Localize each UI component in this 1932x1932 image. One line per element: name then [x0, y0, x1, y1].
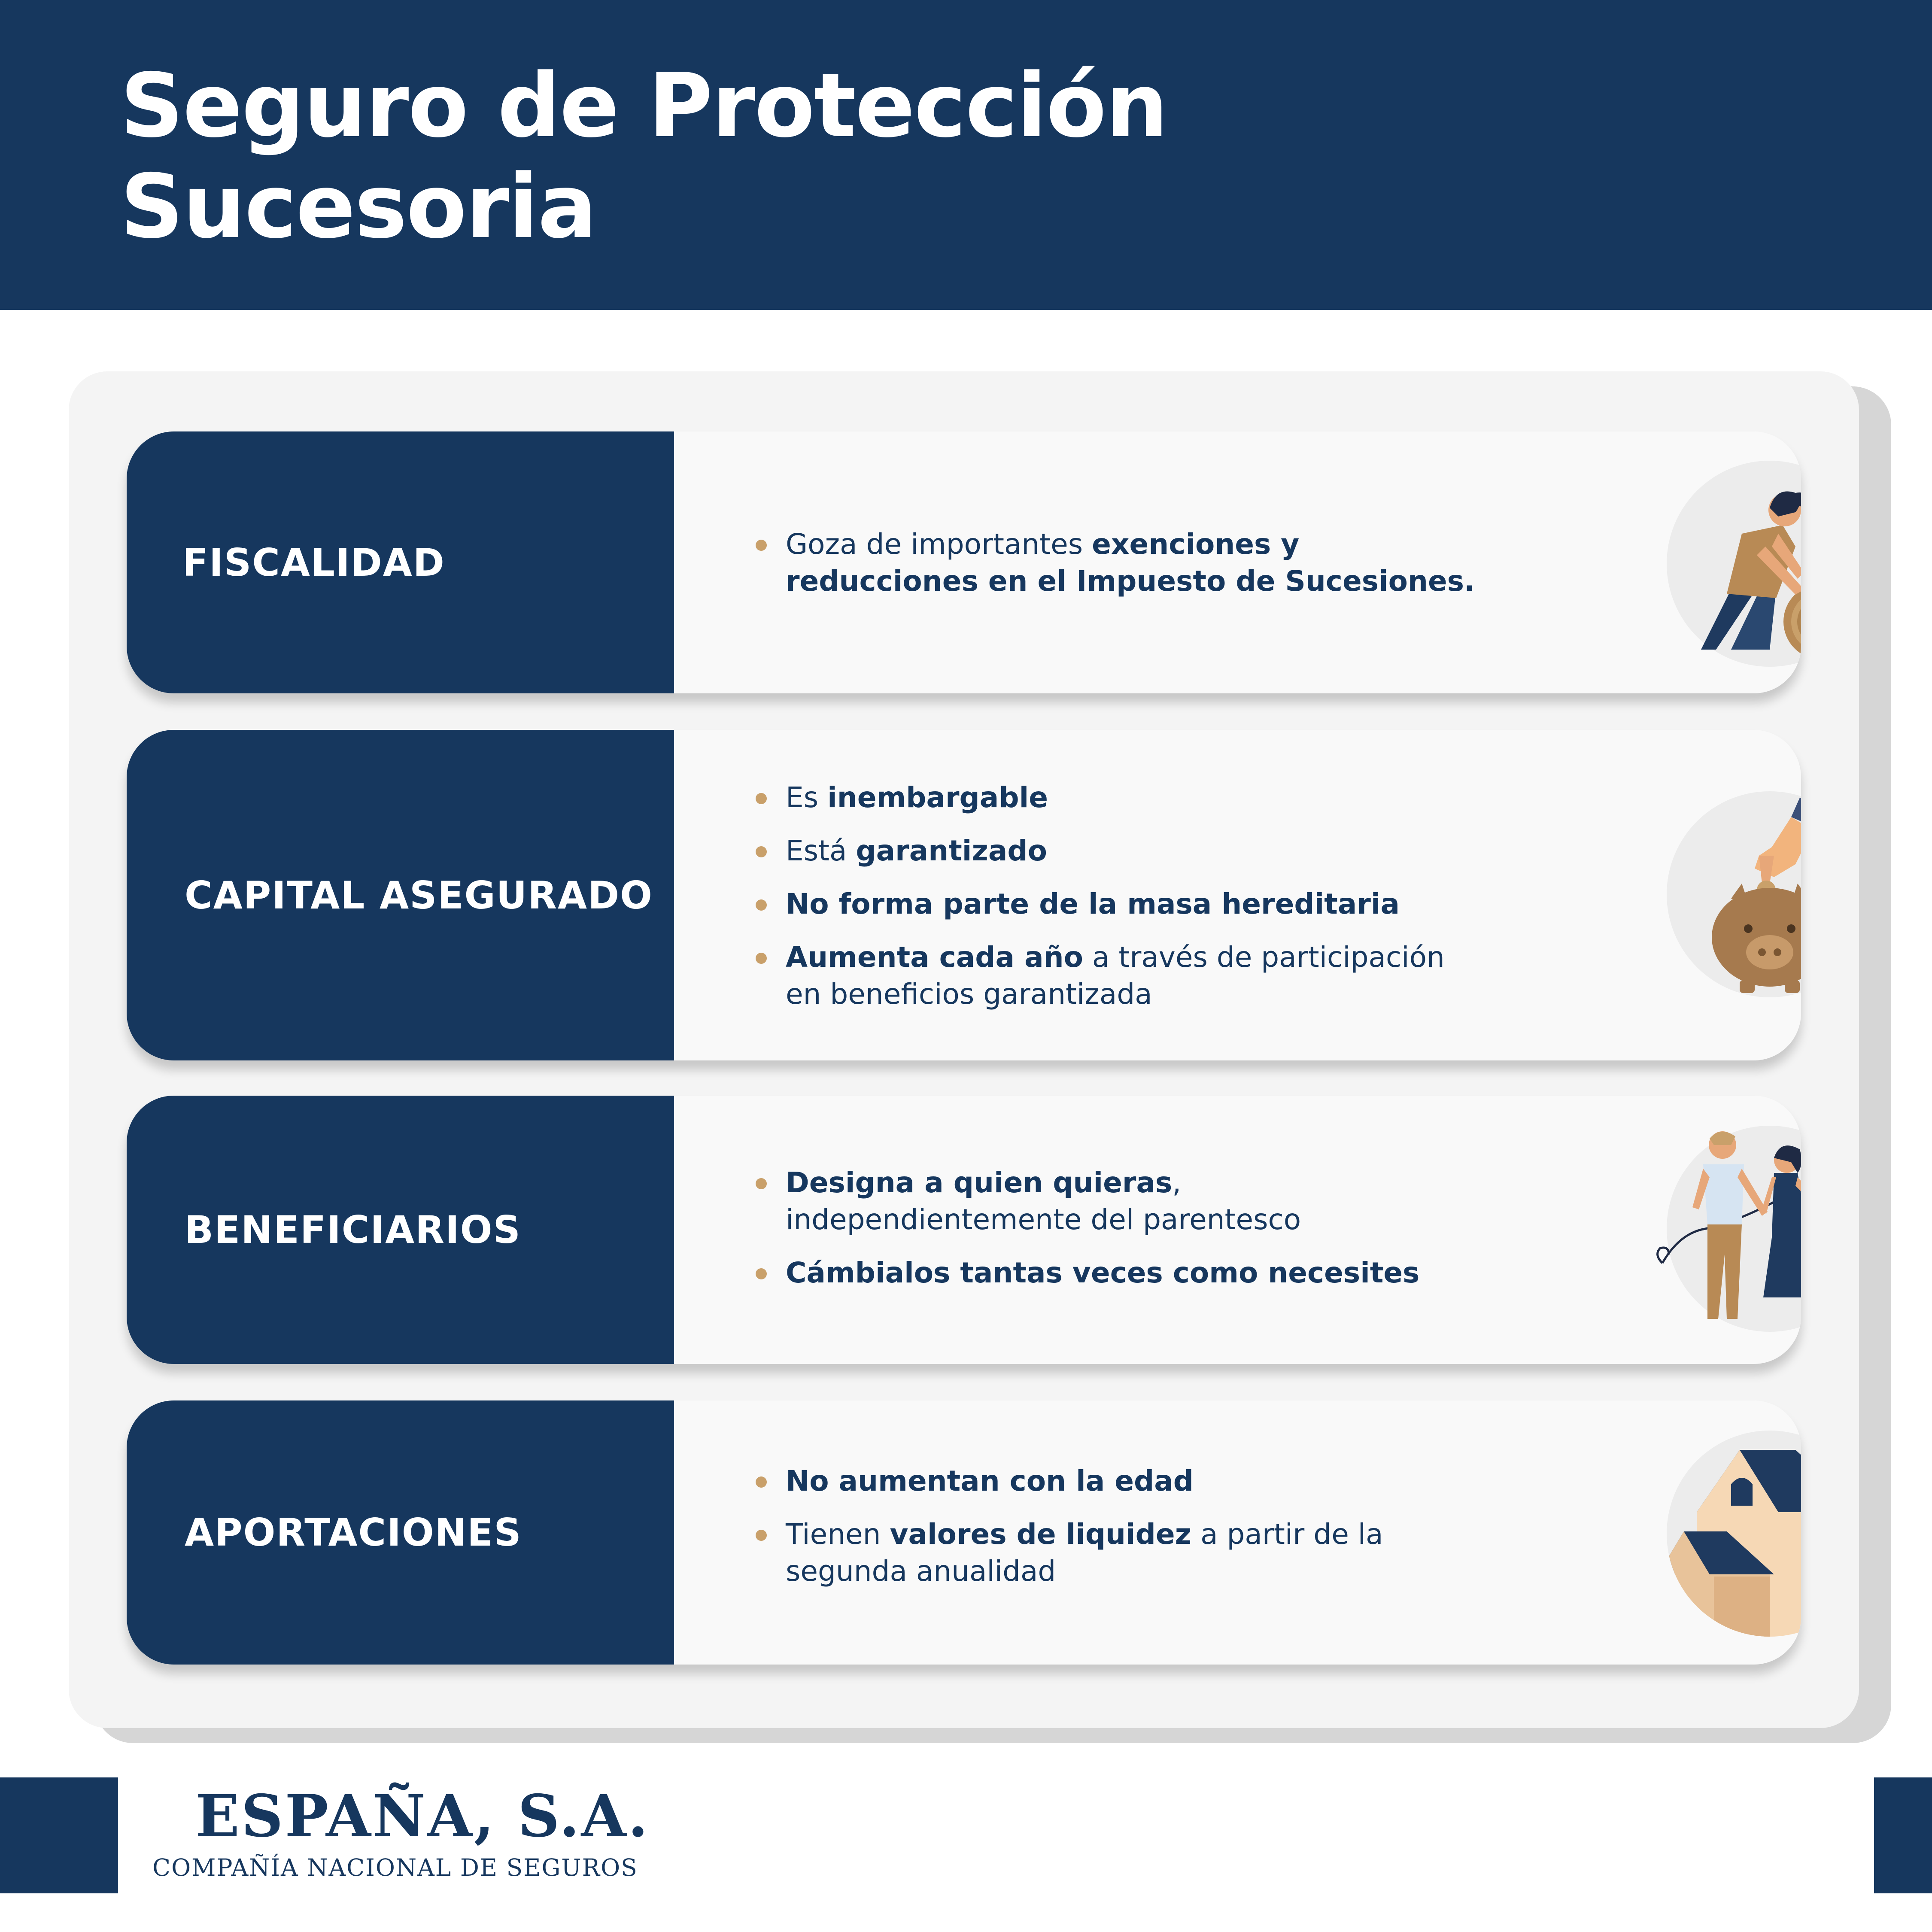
- bullet-item: [756, 886, 1485, 923]
- bullet-list: [756, 1164, 1485, 1308]
- card-label: CAPITAL ASEGURADO: [185, 873, 653, 917]
- card-content: [674, 730, 1801, 1060]
- page-title-line-2: Sucesoria: [120, 156, 596, 258]
- bullet-text: a partir de la segunda anualidad: [786, 1518, 1383, 1588]
- card-content: [674, 1400, 1801, 1665]
- hand-piggy-bank-icon: [1667, 791, 1801, 997]
- card-capital-asegurado: [127, 730, 1801, 1060]
- brand-logo-name: ESPAÑA, S.A.: [195, 1782, 650, 1850]
- bullet-text: Es: [786, 781, 828, 814]
- bullet-text-bold: No aumentan con la edad: [786, 1464, 1194, 1498]
- card-aportaciones: [127, 1400, 1801, 1665]
- card-label-block: [127, 1096, 674, 1364]
- bullet-text: Tienen: [786, 1518, 890, 1551]
- footer-left-accent: [0, 1777, 118, 1893]
- bullet-text-bold: No forma parte de la masa hereditaria: [786, 887, 1400, 920]
- bullet-text: a través de participación en beneficios garantizada: [786, 941, 1445, 1011]
- bullet-text-bold: garantizado: [856, 834, 1047, 867]
- card-beneficiarios: [127, 1096, 1801, 1364]
- bullet-text-bold: valores de liquidez: [890, 1518, 1192, 1551]
- bullet-item: [756, 939, 1485, 1013]
- card-label-block: [127, 431, 674, 693]
- header-banner: [0, 0, 1932, 310]
- bullet-text-bold: inembargable: [827, 781, 1048, 814]
- bullet-text-bold: Designa a quien quieras: [786, 1166, 1173, 1199]
- bullet-text: , independientemente del parentesco: [786, 1166, 1301, 1236]
- bullet-text: Está: [786, 834, 856, 867]
- houses-icon: [1667, 1431, 1801, 1637]
- card-fiscalidad: [127, 431, 1801, 693]
- bullet-item: [756, 832, 1485, 869]
- family-kite-icon: [1667, 1126, 1801, 1332]
- woman-rolling-coin-icon: [1667, 461, 1801, 667]
- bullet-list: [756, 526, 1485, 616]
- bullet-text-bold: Aumenta cada año: [786, 941, 1083, 974]
- footer-right-accent: [1874, 1777, 1932, 1893]
- bullet-text-bold: exenciones y reducciones en el Impuesto de Sucesiones.: [786, 528, 1475, 598]
- card-label: BENEFICIARIOS: [185, 1208, 521, 1252]
- bullet-item: [756, 1463, 1485, 1500]
- bullet-item: [756, 526, 1485, 600]
- bullet-text-bold: Cámbialos tantas veces como necesites: [786, 1256, 1420, 1289]
- bullet-item: [756, 1255, 1485, 1291]
- card-content: [674, 431, 1801, 693]
- brand-logo-subtitle: COMPAÑÍA NACIONAL DE SEGUROS: [152, 1854, 638, 1881]
- page-title: [120, 56, 1167, 258]
- card-label-block: [127, 1400, 674, 1665]
- card-label: APORTACIONES: [185, 1510, 522, 1555]
- bullet-item: [756, 1516, 1485, 1590]
- bullet-list: [756, 779, 1485, 1029]
- page-title-line-1: Seguro de Protección: [120, 55, 1168, 157]
- card-label: FISCALIDAD: [182, 540, 445, 585]
- bullet-item: [756, 1164, 1485, 1238]
- bullet-item: [756, 779, 1485, 816]
- card-label-block: [127, 730, 674, 1060]
- bullet-text: Goza de importantes: [786, 528, 1092, 561]
- bullet-list: [756, 1463, 1485, 1606]
- card-content: [674, 1096, 1801, 1364]
